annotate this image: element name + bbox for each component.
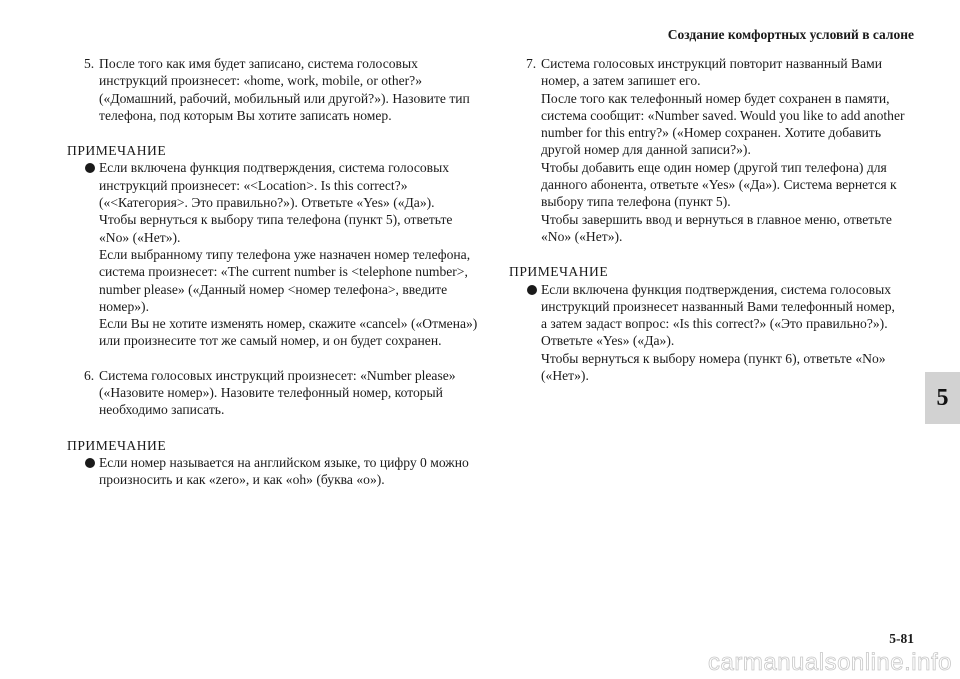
page-number: 5-81 (889, 631, 914, 646)
note-bullet (67, 454, 485, 489)
note-bullet (67, 159, 485, 349)
text-line: Если Вы не хотите изменять номер, скажите «cancel» («Отмена») (99, 316, 478, 332)
text-line: Чтобы добавить еще один номер (другой тип телефона) для (541, 159, 887, 175)
step-number: 6. (84, 367, 95, 383)
text-line: Если выбранному типу телефона уже назначен номер телефона, (99, 246, 471, 262)
text-line: данного абонента, ответьте «Yes» («Да»). Система вернется к (541, 177, 897, 193)
text-line: number please» («Данный номер <номер телефона>, введите (99, 281, 448, 297)
text-line: инструкций произнесет: «<Location>. Is this correct?» (99, 177, 408, 193)
running-header: Создание комфортных условий в салоне (667, 27, 914, 42)
text-line: number for this entry?» («Номер сохранен. Хотите добавить (541, 125, 882, 141)
note-heading: ПРИМЕЧАНИЕ (509, 264, 609, 280)
bullet-icon (85, 163, 95, 173)
text-line: («<Категория>. Это правильно?»). Ответьте «Yes» («Да»). (99, 195, 435, 211)
left-column (67, 55, 485, 489)
text-line: система сообщит: «Number saved. Would you like to add another (541, 107, 905, 123)
chapter-tab: 5 (925, 372, 960, 424)
text-line: номер, а затем запишет его. (541, 73, 701, 89)
text-line: телефона, под которым Вы хотите записать номер. (99, 107, 392, 123)
step-6 (67, 367, 485, 419)
text-line: другой номер для данной записи?»). (541, 142, 751, 158)
note-bullet (509, 281, 929, 385)
text-line: Если включена функция подтверждения, система голосовых (99, 160, 450, 176)
step-7 (509, 55, 929, 245)
note-block (509, 263, 929, 384)
text-line: «No» («Нет»). (541, 228, 623, 244)
note-block (67, 142, 485, 350)
note-heading: ПРИМЕЧАНИЕ (67, 437, 167, 453)
step-5 (67, 55, 485, 124)
text-line: Если включена функция подтверждения, система голосовых (541, 281, 892, 297)
text-line: Если номер называется на английском языке, то цифру 0 можно (99, 454, 469, 470)
text-line: Система голосовых инструкций повторит названный Вами (541, 56, 882, 71)
bullet-icon (85, 458, 95, 468)
text-line: Система голосовых инструкций произнесет: «Number please» (99, 367, 456, 383)
text-line: система произнесет: «The current number is <telephone number>, (99, 264, 468, 280)
note-block (67, 437, 485, 489)
text-line: или произнесите тот же самый номер, и он будет сохранен. (99, 333, 442, 349)
step-number: 7. (526, 56, 537, 71)
text-line: а затем задаст вопрос: «Is this correct?» («Это правильно?»). (541, 316, 888, 332)
text-line: инструкций произнесет: «home, work, mobile, or other?» (99, 73, 423, 89)
text-line: необходимо записать. (99, 402, 225, 418)
text-line: «No» («Нет»). (99, 229, 181, 245)
text-line: («Домашний, рабочий, мобильный или другой?»). Назовите тип (99, 90, 470, 106)
watermark-logo: carmanualsonline.info (708, 649, 952, 676)
right-column (509, 55, 929, 384)
text-line: Чтобы вернуться к выбору номера (пункт 6), ответьте «No» (541, 350, 886, 366)
text-line: После того как имя будет записано, система голосовых (99, 56, 418, 71)
text-line: Ответьте «Yes» («Да»). (541, 333, 675, 349)
text-line: произносить и как «zero», и как «oh» (буква «o»). (99, 472, 385, 488)
text-line: номер»). (99, 298, 149, 314)
text-line: выбору типа телефона (пункт 5). (541, 194, 731, 210)
text-line: Чтобы вернуться к выбору типа телефона (пункт 5), ответьте (99, 212, 453, 228)
bullet-icon (527, 285, 537, 295)
text-line: («Назовите номер»). Назовите телефонный номер, который (99, 385, 443, 401)
note-heading: ПРИМЕЧАНИЕ (67, 143, 167, 159)
text-line: После того как телефонный номер будет сохранен в памяти, (541, 90, 890, 106)
step-number: 5. (84, 56, 95, 71)
text-line: («Нет»). (541, 368, 589, 384)
text-line: инструкций произнесет названный Вами телефонный номер, (541, 298, 895, 314)
text-line: Чтобы завершить ввод и вернуться в главное меню, ответьте (541, 211, 892, 227)
